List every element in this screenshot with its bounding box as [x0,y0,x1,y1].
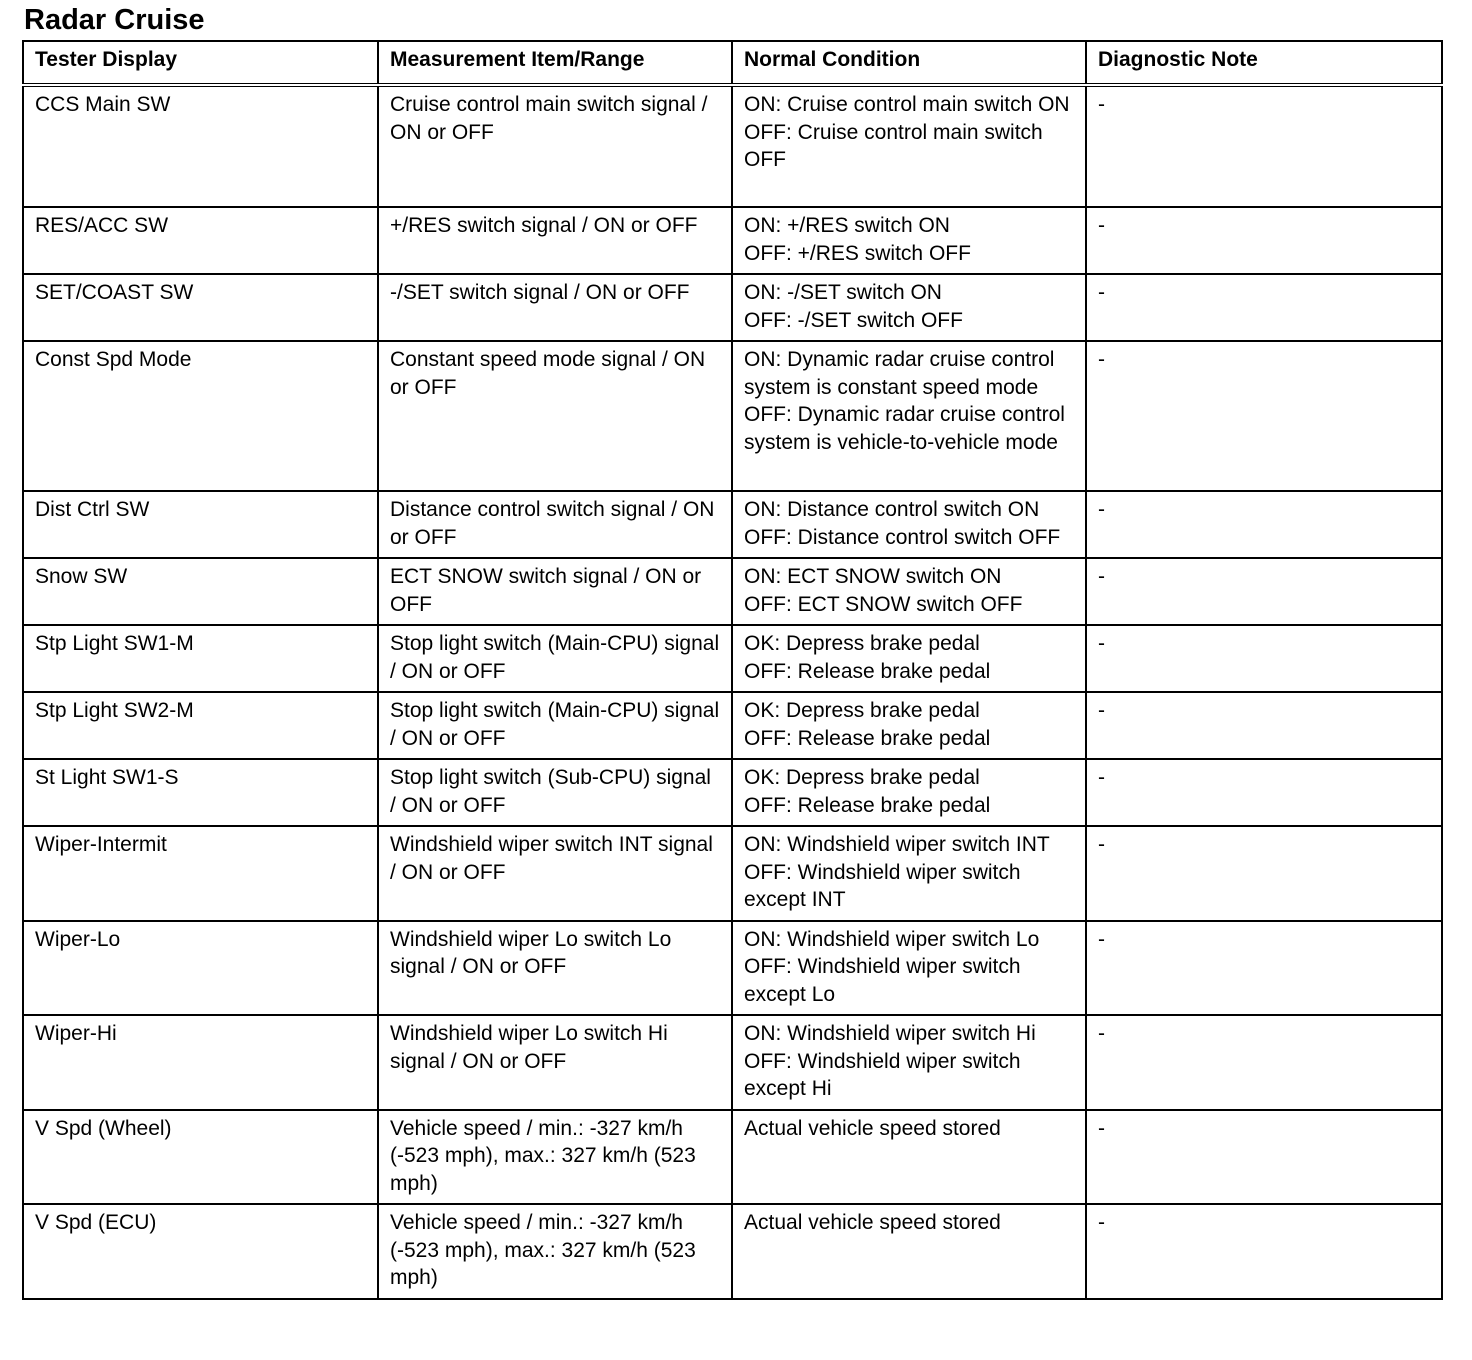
table-row [23,759,1442,826]
table-body [23,85,1442,1299]
cell-normal-condition [732,692,1086,759]
normal-condition-line: Actual vehicle speed stored [744,1211,1001,1234]
cell-normal-condition [732,558,1086,625]
cell-measurement-item: Stop light switch (Sub-CPU) signal / ON or OFF [378,759,732,826]
normal-condition-line: ON: Windshield wiper switch Hi [744,1022,1036,1045]
cell-tester-display: V Spd (ECU) [23,1204,378,1299]
cell-diagnostic-note: - [1086,274,1442,341]
table-row [23,274,1442,341]
normal-condition-line: ON: +/RES switch ON [744,214,950,237]
cell-tester-display: Snow SW [23,558,378,625]
cell-measurement-item: Cruise control main switch signal / ON or OFF [378,85,732,207]
table-row [23,1015,1442,1110]
cell-tester-display: CCS Main SW [23,85,378,207]
table-row [23,692,1442,759]
normal-condition-line: ON: Windshield wiper switch Lo [744,927,1040,951]
header-diagnostic-note: Diagnostic Note [1086,41,1442,85]
normal-condition-line: OFF: Cruise control main switch OFF [744,120,1049,171]
normal-condition-line: OFF: -/SET switch OFF [744,308,963,332]
cell-diagnostic-note: - [1086,1110,1442,1205]
normal-condition-line: OFF: ECT SNOW switch OFF [744,592,1023,616]
table-row [23,491,1442,558]
normal-condition-line: ON: Distance control switch ON [744,498,1040,521]
table-row [23,207,1442,274]
normal-condition-line: ON: Windshield wiper switch INT [744,833,1050,856]
cell-diagnostic-note: - [1086,692,1442,759]
cell-measurement-item: Constant speed mode signal / ON or OFF [378,341,732,491]
normal-condition-line: OFF: +/RES switch OFF [744,241,971,265]
cell-normal-condition [732,1204,1086,1299]
cell-normal-condition [732,826,1086,921]
cell-normal-condition [732,1110,1086,1205]
cell-normal-condition [732,274,1086,341]
cell-measurement-item: -/SET switch signal / ON or OFF [378,274,732,341]
table-header [23,41,1442,85]
cell-tester-display: Stp Light SW2-M [23,692,378,759]
normal-condition-line: OFF: Windshield wiper switch except INT [744,860,1027,911]
cell-diagnostic-note: - [1086,759,1442,826]
table-row [23,921,1442,1016]
normal-condition-line: OK: Depress brake pedal [744,699,980,722]
cell-tester-display: Stp Light SW1-M [23,625,378,692]
cell-normal-condition [732,491,1086,558]
normal-condition-line: ON: ECT SNOW switch ON [744,565,1002,588]
normal-condition-line: OFF: Release brake pedal [744,726,991,750]
cell-normal-condition [732,759,1086,826]
cell-normal-condition [732,1015,1086,1110]
page-title: Radar Cruise [24,4,205,36]
cell-tester-display: Wiper-Hi [23,1015,378,1110]
header-tester-display: Tester Display [23,41,378,85]
cell-measurement-item: ECT SNOW switch signal / ON or OFF [378,558,732,625]
header-normal-condition: Normal Condition [732,41,1086,85]
cell-tester-display: V Spd (Wheel) [23,1110,378,1205]
header-row [23,41,1442,85]
cell-diagnostic-note: - [1086,491,1442,558]
cell-tester-display: St Light SW1-S [23,759,378,826]
cell-measurement-item: Windshield wiper switch INT signal / ON or OFF [378,826,732,921]
cell-tester-display: Wiper-Lo [23,921,378,1016]
normal-condition-line: OFF: Distance control switch OFF [744,525,1061,549]
normal-condition-line: ON: Dynamic radar cruise control system is constant speed mode [744,348,1061,399]
cell-diagnostic-note: - [1086,826,1442,921]
cell-tester-display: Wiper-Intermit [23,826,378,921]
normal-condition-line: ON: -/SET switch ON [744,281,942,304]
cell-diagnostic-note: - [1086,207,1442,274]
cell-measurement-item: Vehicle speed / min.: -327 km/h (-523 mph), max.: 327 km/h (523 mph) [378,1110,732,1205]
cell-normal-condition [732,921,1086,1016]
cell-diagnostic-note: - [1086,921,1442,1016]
cell-measurement-item: Distance control switch signal / ON or OFF [378,491,732,558]
normal-condition-line: ON: Cruise control main switch ON [744,93,1070,116]
cell-normal-condition [732,341,1086,491]
data-list-table [22,40,1443,1300]
cell-tester-display: RES/ACC SW [23,207,378,274]
table-row [23,341,1442,491]
normal-condition-line: OFF: Windshield wiper switch except Lo [744,955,1027,1006]
normal-condition-line: OFF: Release brake pedal [744,659,991,683]
cell-measurement-item: +/RES switch signal / ON or OFF [378,207,732,274]
cell-normal-condition [732,85,1086,207]
cell-diagnostic-note: - [1086,85,1442,207]
cell-measurement-item: Stop light switch (Main-CPU) signal / ON or OFF [378,625,732,692]
cell-tester-display: Dist Ctrl SW [23,491,378,558]
table-row [23,85,1442,207]
table-row [23,1110,1442,1205]
cell-normal-condition [732,625,1086,692]
table-row [23,558,1442,625]
table-row [23,1204,1442,1299]
cell-diagnostic-note: - [1086,625,1442,692]
cell-diagnostic-note: - [1086,1015,1442,1110]
cell-normal-condition [732,207,1086,274]
normal-condition-line: OFF: Windshield wiper switch except Hi [744,1049,1027,1100]
cell-tester-display: SET/COAST SW [23,274,378,341]
header-measurement-item: Measurement Item/Range [378,41,732,85]
normal-condition-line: OK: Depress brake pedal [744,766,980,789]
cell-diagnostic-note: - [1086,1204,1442,1299]
normal-condition-line: OK: Depress brake pedal [744,632,980,655]
cell-diagnostic-note: - [1086,341,1442,491]
cell-diagnostic-note: - [1086,558,1442,625]
table-row [23,625,1442,692]
cell-tester-display: Const Spd Mode [23,341,378,491]
cell-measurement-item: Stop light switch (Main-CPU) signal / ON or OFF [378,692,732,759]
table-row [23,826,1442,921]
cell-measurement-item: Windshield wiper Lo switch Lo signal / ON or OFF [378,921,732,1016]
normal-condition-line: OFF: Dynamic radar cruise control system is vehicle-to-vehicle mode [744,403,1071,454]
cell-measurement-item: Windshield wiper Lo switch Hi signal / ON or OFF [378,1015,732,1110]
normal-condition-line: Actual vehicle speed stored [744,1116,1001,1140]
cell-measurement-item: Vehicle speed / min.: -327 km/h (-523 mph), max.: 327 km/h (523 mph) [378,1204,732,1299]
normal-condition-line: OFF: Release brake pedal [744,793,991,817]
